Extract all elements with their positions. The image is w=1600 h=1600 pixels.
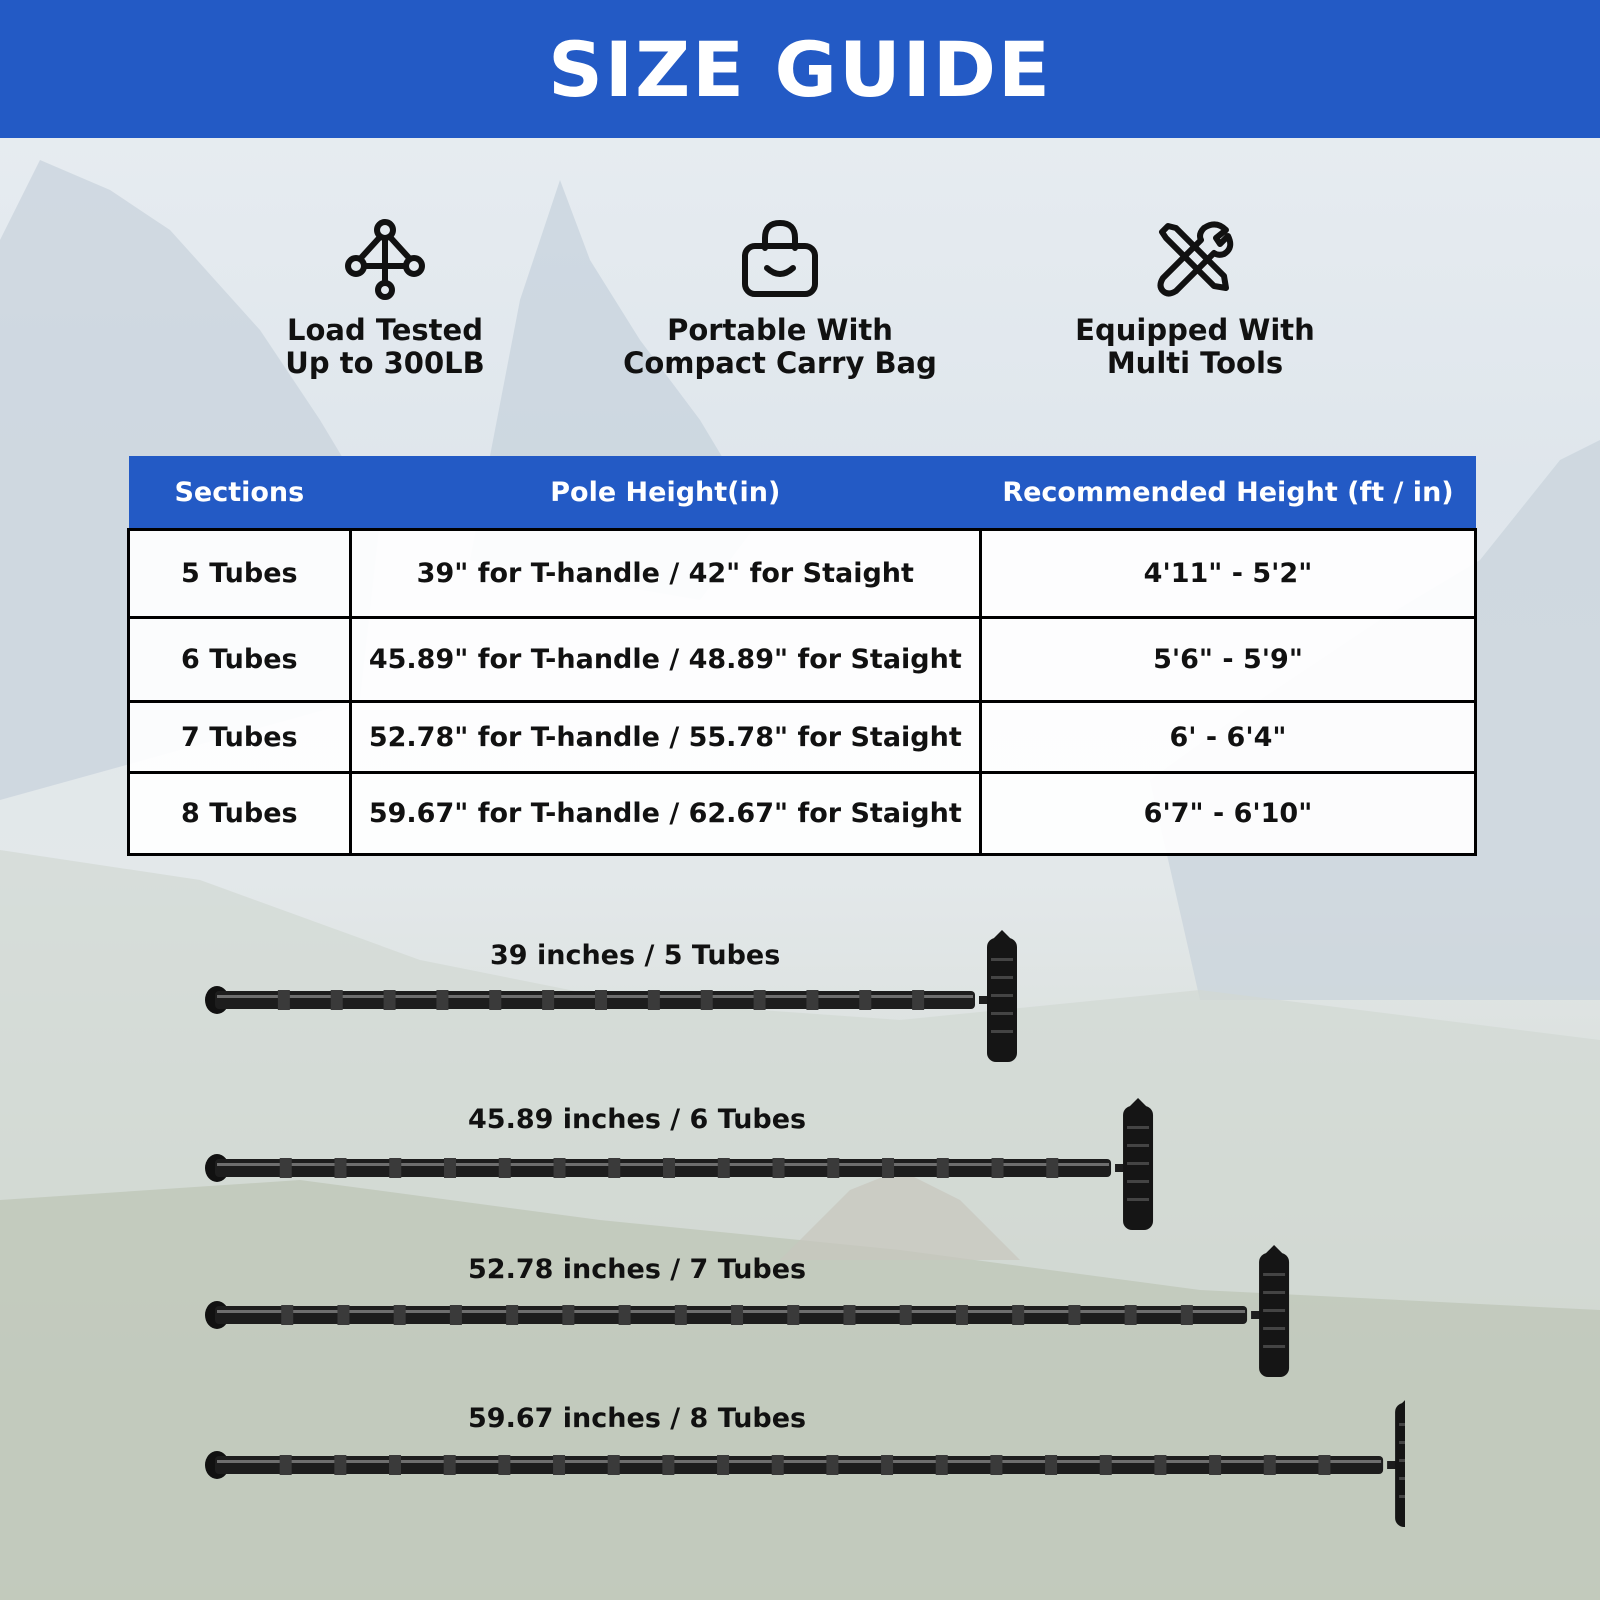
tube-joint xyxy=(675,1305,687,1325)
table-row xyxy=(129,530,1476,618)
pole-height-cell: 59.67" for T-handle / 62.67" for Staight xyxy=(350,773,980,855)
handle-grip-line xyxy=(991,976,1013,979)
tube-joint xyxy=(553,1455,565,1475)
tube-joint xyxy=(717,1455,729,1475)
feature-line2: Compact Carry Bag xyxy=(623,346,937,380)
tube-joint xyxy=(554,1158,566,1178)
feature-line1: Portable With xyxy=(667,313,893,347)
handle-grip-line xyxy=(1263,1309,1285,1312)
tube-joint xyxy=(718,1158,730,1178)
tube-joint xyxy=(827,1158,839,1178)
tube-joint xyxy=(280,1455,292,1475)
pole-height-cell: 52.78" for T-handle / 55.78" for Staight xyxy=(350,702,980,773)
handle-cap xyxy=(1126,1098,1150,1110)
header-banner xyxy=(0,0,1600,138)
tube-joint xyxy=(384,990,396,1010)
tube-joint xyxy=(1181,1305,1193,1325)
tube-joint xyxy=(731,1305,743,1325)
feature-load-tested xyxy=(185,218,585,380)
tube-joint xyxy=(900,1305,912,1325)
handle-grip-line xyxy=(1399,1477,1405,1480)
tube-joint xyxy=(648,990,660,1010)
tube-joint xyxy=(489,990,501,1010)
tube-joint xyxy=(595,990,607,1010)
handle-grip-line xyxy=(1263,1345,1285,1348)
sections-cell: 7 Tubes xyxy=(129,702,351,773)
t-handle xyxy=(1259,1253,1289,1377)
handle-grip-line xyxy=(1263,1327,1285,1330)
size-table xyxy=(127,456,1477,856)
recommended-height-cell: 6' - 6'4" xyxy=(980,702,1475,773)
tube-joint xyxy=(881,1455,893,1475)
tube-joint xyxy=(1209,1455,1221,1475)
tube-joint xyxy=(1068,1305,1080,1325)
tube-joint xyxy=(882,1158,894,1178)
sections-cell: 8 Tubes xyxy=(129,773,351,855)
tube-joint xyxy=(992,1158,1004,1178)
pole-height-cell: 39" for T-handle / 42" for Staight xyxy=(350,530,980,618)
handle-grip-line xyxy=(1399,1459,1405,1462)
tube-joint xyxy=(450,1305,462,1325)
tube-joint xyxy=(394,1305,406,1325)
tube-joint xyxy=(1045,1455,1057,1475)
tube-joint xyxy=(787,1305,799,1325)
column-header-sections: Sections xyxy=(129,456,351,530)
handle-cap xyxy=(1262,1245,1286,1257)
feature-line2: Up to 300LB xyxy=(285,346,485,380)
t-handle xyxy=(1123,1106,1153,1230)
table-row xyxy=(129,618,1476,702)
pole-7-tubes xyxy=(205,1245,1405,1385)
tube-joint xyxy=(663,1158,675,1178)
tube-joint xyxy=(990,1455,1002,1475)
pole-label: 45.89 inches / 6 Tubes xyxy=(468,1104,807,1135)
tube-joint xyxy=(826,1455,838,1475)
tube-joint xyxy=(1264,1455,1276,1475)
tube-joint xyxy=(389,1158,401,1178)
load-tested-icon xyxy=(344,218,426,300)
handle-grip-line xyxy=(1127,1180,1149,1183)
sections-cell: 5 Tubes xyxy=(129,530,351,618)
handle-grip-line xyxy=(991,1012,1013,1015)
tube-joint xyxy=(1154,1455,1166,1475)
tube-joint xyxy=(859,990,871,1010)
sections-cell: 6 Tubes xyxy=(129,618,351,702)
tube-joint xyxy=(806,990,818,1010)
feature-line2: Multi Tools xyxy=(1106,346,1284,380)
recommended-height-cell: 5'6" - 5'9" xyxy=(980,618,1475,702)
tube-joint xyxy=(608,1455,620,1475)
tube-joint xyxy=(562,1305,574,1325)
feature-multi-tools xyxy=(995,218,1395,380)
tube-joint xyxy=(444,1455,456,1475)
t-handle xyxy=(1395,1403,1405,1527)
tube-joint xyxy=(281,1305,293,1325)
tube-joint xyxy=(608,1158,620,1178)
handle-grip-line xyxy=(1263,1291,1285,1294)
tube-joint xyxy=(436,990,448,1010)
tube-joint xyxy=(444,1158,456,1178)
recommended-height-cell: 6'7" - 6'10" xyxy=(980,773,1475,855)
tube-joint xyxy=(772,1455,784,1475)
table-row xyxy=(129,702,1476,773)
multi-tools-icon xyxy=(1154,218,1236,300)
tube-joint xyxy=(1100,1455,1112,1475)
tube-joint xyxy=(331,990,343,1010)
feature-line1: Load Tested xyxy=(287,313,483,347)
pole-label: 59.67 inches / 8 Tubes xyxy=(468,1403,807,1434)
tube-joint xyxy=(389,1455,401,1475)
tube-joint xyxy=(1046,1158,1058,1178)
tube-joint xyxy=(335,1158,347,1178)
column-header-pole-height: Pole Height(in) xyxy=(350,456,980,530)
column-header-recommended-height: Recommended Height (ft / in) xyxy=(980,456,1475,530)
tube-joint xyxy=(912,990,924,1010)
pole-5-tubes xyxy=(205,930,1405,1070)
tube-joint xyxy=(701,990,713,1010)
pole-8-tubes xyxy=(205,1395,1405,1535)
pole-label: 52.78 inches / 7 Tubes xyxy=(468,1254,807,1285)
tube-joint xyxy=(278,990,290,1010)
handle-grip-line xyxy=(1399,1423,1405,1426)
pole-height-cell: 45.89" for T-handle / 48.89" for Staight xyxy=(350,618,980,702)
handle-grip-line xyxy=(1127,1162,1149,1165)
tube-joint xyxy=(937,1158,949,1178)
tube-joint xyxy=(843,1305,855,1325)
tube-joint xyxy=(506,1305,518,1325)
feature-line1: Equipped With xyxy=(1075,313,1315,347)
tube-joint xyxy=(1125,1305,1137,1325)
tube-joint xyxy=(1012,1305,1024,1325)
table-header-row xyxy=(129,456,1476,530)
t-handle xyxy=(987,938,1017,1062)
handle-grip-line xyxy=(1399,1495,1405,1498)
tube-joint xyxy=(619,1305,631,1325)
tube-joint xyxy=(337,1305,349,1325)
tube-joint xyxy=(936,1455,948,1475)
tube-joint xyxy=(773,1158,785,1178)
tube-joint xyxy=(499,1158,511,1178)
tube-joint xyxy=(754,990,766,1010)
tube-joint xyxy=(498,1455,510,1475)
handle-grip-line xyxy=(1127,1144,1149,1147)
recommended-height-cell: 4'11" - 5'2" xyxy=(980,530,1475,618)
tube-joint xyxy=(542,990,554,1010)
handle-grip-line xyxy=(1399,1441,1405,1444)
tube-joint xyxy=(334,1455,346,1475)
tube-joint xyxy=(1318,1455,1330,1475)
handle-cap xyxy=(990,930,1014,942)
page-title: SIZE GUIDE xyxy=(548,24,1052,114)
tube-joint xyxy=(662,1455,674,1475)
tube-joint xyxy=(280,1158,292,1178)
tube-joint xyxy=(956,1305,968,1325)
table-row xyxy=(129,773,1476,855)
pole-6-tubes xyxy=(205,1098,1405,1238)
feature-carry-bag xyxy=(580,218,980,380)
carry-bag-icon xyxy=(739,218,821,300)
handle-grip-line xyxy=(1263,1273,1285,1276)
handle-grip-line xyxy=(991,958,1013,961)
pole-label: 39 inches / 5 Tubes xyxy=(490,940,781,971)
handle-grip-line xyxy=(1127,1126,1149,1129)
handle-grip-line xyxy=(991,1030,1013,1033)
handle-grip-line xyxy=(991,994,1013,997)
handle-grip-line xyxy=(1127,1198,1149,1201)
